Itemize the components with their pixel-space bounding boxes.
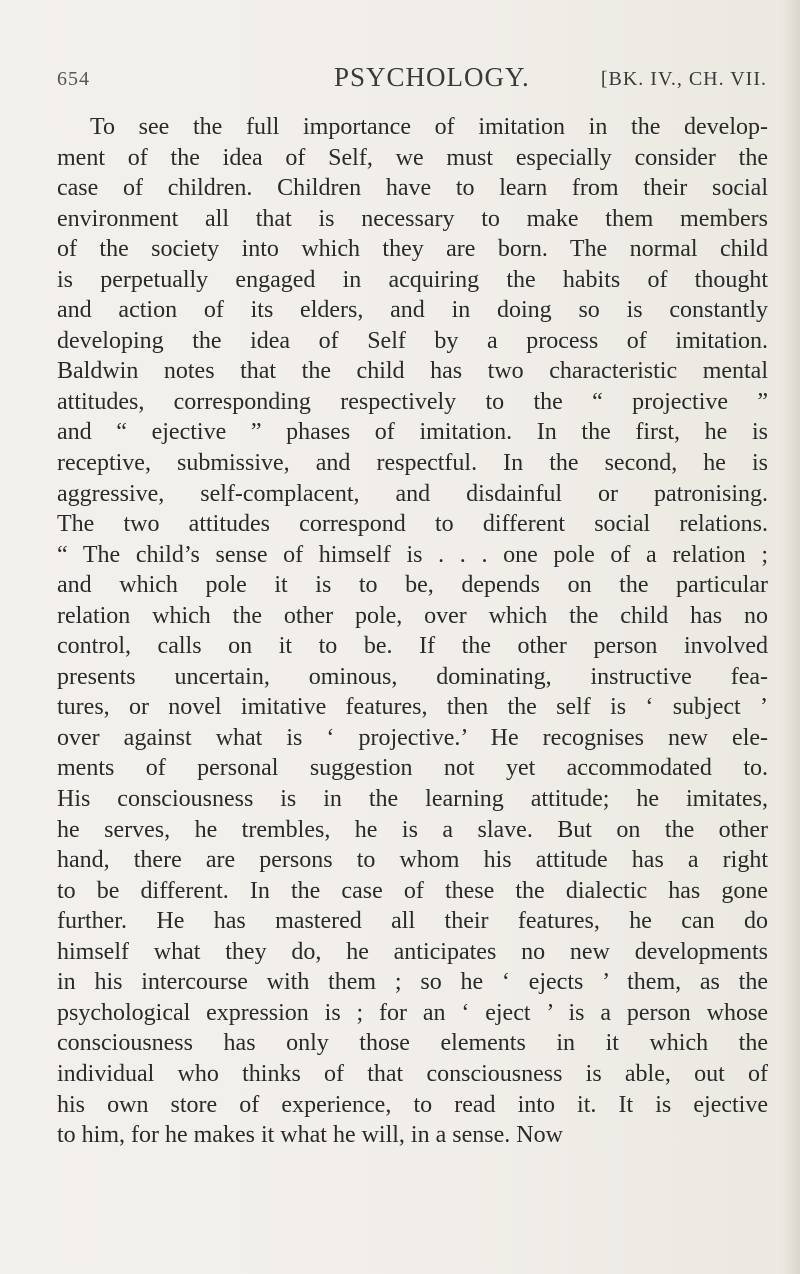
text-line: attitudes, corresponding respectively to the “ projective ” bbox=[57, 388, 768, 415]
text-line: his own store of experience, to read into it. It is ejective bbox=[57, 1091, 768, 1118]
text-line: To see the full importance of imitation in the develop- bbox=[90, 114, 768, 140]
text-line: and which pole it is to be, depends on the particular bbox=[57, 572, 768, 599]
text-line: he serves, he trembles, he is a slave. But on the other bbox=[57, 816, 768, 843]
text-line: receptive, submissive, and respectful. In the second, he is bbox=[57, 450, 768, 477]
text-line: to him, for he makes it what he will, in a sense. Now bbox=[57, 1122, 563, 1149]
text-line: “ The child’s sense of himself is . . . one pole of a relation ; bbox=[57, 541, 768, 568]
text-line: Baldwin notes that the child has two characteristic mental bbox=[57, 358, 768, 385]
running-head bbox=[57, 58, 767, 98]
body-paragraph bbox=[57, 112, 768, 1151]
text-line: and action of its elders, and in doing so is constantly bbox=[57, 297, 768, 324]
text-line: aggressive, self-complacent, and disdainful or patronising. bbox=[57, 480, 768, 507]
text-line: hand, there are persons to whom his attitude has a right bbox=[57, 847, 768, 874]
text-line: psychological expression is ; for an ‘ eject ’ is a person whose bbox=[57, 999, 768, 1026]
text-line: of the society into which they are born. The normal child bbox=[57, 236, 768, 263]
text-line: His consciousness is in the learning attitude; he imitates, bbox=[57, 786, 768, 813]
text-line: further. He has mastered all their features, he can do bbox=[57, 908, 768, 935]
text-line: consciousness has only those elements in it which the bbox=[57, 1030, 768, 1057]
text-line: relation which the other pole, over which the child has no bbox=[57, 602, 768, 629]
page-number: 654 bbox=[57, 68, 90, 90]
page-edge-shadow bbox=[782, 0, 800, 1274]
text-line: ments of personal suggestion not yet accommodated to. bbox=[57, 755, 768, 782]
running-title: PSYCHOLOGY. bbox=[334, 62, 530, 92]
text-line: over against what is ‘ projective.’ He recognises new ele- bbox=[57, 724, 768, 751]
text-line: himself what they do, he anticipates no new developments bbox=[57, 938, 768, 965]
text-line: case of children. Children have to learn from their social bbox=[57, 175, 768, 202]
chapter-reference: [BK. IV., CH. VII. bbox=[600, 68, 767, 90]
text-line: The two attitudes correspond to different social relations. bbox=[57, 511, 768, 538]
text-line: control, calls on it to be. If the other person involved bbox=[57, 633, 768, 660]
text-line: in his intercourse with them ; so he ‘ ejects ’ them, as the bbox=[57, 969, 768, 996]
text-line: individual who thinks of that consciousness is able, out of bbox=[57, 1060, 768, 1087]
text-line: environment all that is necessary to make them members bbox=[57, 205, 768, 232]
text-line: and “ ejective ” phases of imitation. In the first, he is bbox=[57, 419, 768, 446]
text-line: ment of the idea of Self, we must especially consider the bbox=[57, 144, 768, 171]
text-line: presents uncertain, ominous, dominating, instructive fea- bbox=[57, 663, 768, 690]
text-line: tures, or novel imitative features, then the self is ‘ subject ’ bbox=[57, 694, 768, 721]
text-line: developing the idea of Self by a process of imitation. bbox=[57, 327, 768, 354]
text-line: to be different. In the case of these the dialectic has gone bbox=[57, 877, 768, 904]
text-line: is perpetually engaged in acquiring the habits of thought bbox=[57, 266, 768, 293]
